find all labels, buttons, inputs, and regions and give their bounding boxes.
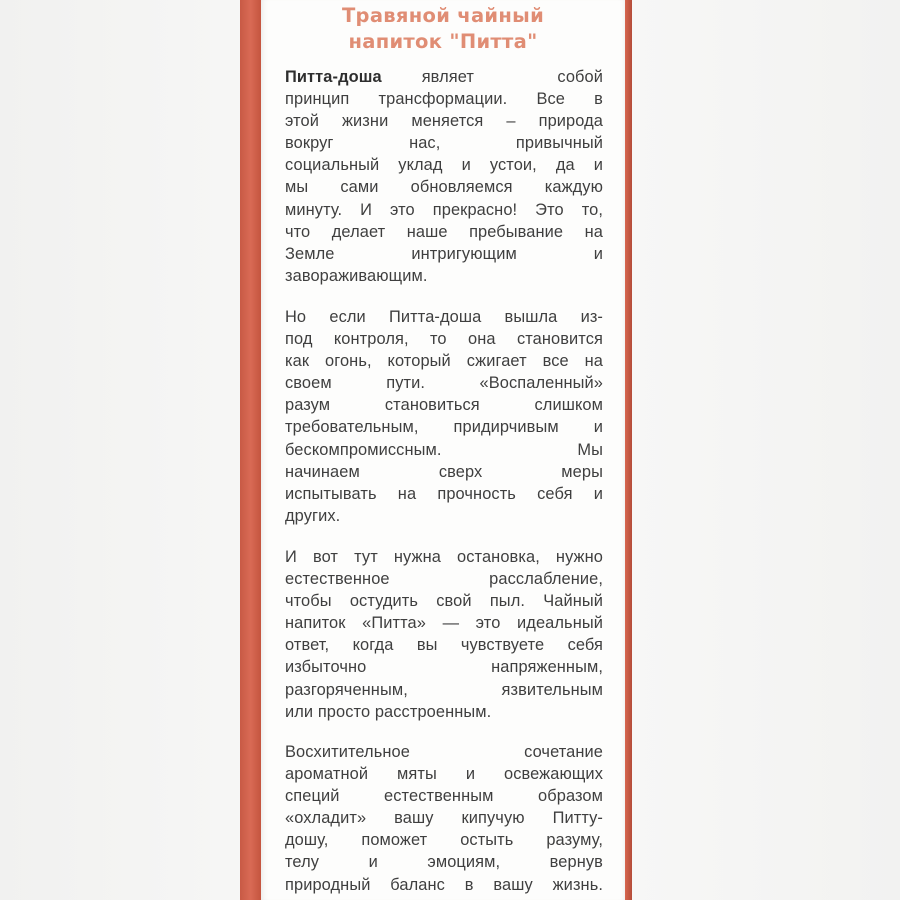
box-right-edge — [625, 0, 632, 900]
text-line: других. — [285, 506, 341, 525]
product-title — [261, 3, 625, 55]
text-line: Восхитительное сочетание — [285, 743, 603, 761]
text-line: ароматной мяты и освежающих — [285, 765, 603, 784]
text-line: телу и эмоциям, вернув — [285, 853, 603, 872]
text-line: разум становиться слишком — [285, 396, 603, 415]
paragraph-4 — [285, 741, 603, 896]
text-line: вокруг нас, привычный — [285, 134, 603, 153]
text-line: завораживающим. — [285, 266, 428, 285]
text-line: «охладит» вашу кипучую Питту- — [285, 809, 603, 828]
text-line: или просто расстроенным. — [285, 702, 492, 721]
text-line: минуту. И это прекрасно! Это то, — [285, 200, 603, 219]
text-line: И вот тут нужна остановка, нужно — [285, 548, 603, 566]
title-line-2: напиток "Питта" — [348, 30, 538, 53]
text-line: принцип трансформации. Все в — [285, 90, 603, 109]
text-line: своем пути. «Воспаленный» — [285, 374, 603, 393]
text-line: природный баланс в вашу жизнь. — [285, 875, 603, 894]
bold-lead: Питта-доша — [285, 68, 382, 86]
text-line: дошу, поможет остыть разуму, — [285, 831, 603, 850]
text-line: Земле интригующим и — [285, 244, 603, 263]
text-line: бескомпромиссным. Мы — [285, 440, 603, 459]
text-line: избыточно напряженным, — [285, 658, 603, 677]
text-line: напиток «Питта» — это идеальный — [285, 614, 603, 633]
text-line: этой жизни меняется – природа — [285, 112, 603, 131]
paragraph-2 — [285, 306, 603, 527]
text-line: под контроля, то она становится — [285, 330, 603, 349]
text-line: начинаем сверх меры — [285, 462, 603, 481]
text-line: испытывать на прочность себя и — [285, 484, 603, 503]
text-line: как огонь, который сжигает все на — [285, 352, 603, 371]
text-line: специй естественным образом — [285, 787, 603, 806]
text-line-content: являет собой — [421, 68, 603, 86]
text-line: социальный уклад и устои, да и — [285, 156, 603, 175]
text-line — [285, 66, 603, 88]
title-line-1: Травяной чайный — [341, 4, 545, 27]
text-line: что делает наше пребывание на — [285, 222, 603, 241]
text-line: ответ, когда вы чувствуете себя — [285, 636, 603, 655]
paragraph-3 — [285, 546, 603, 723]
text-line: естественное расслабление, — [285, 570, 603, 589]
text-line: чтобы остудить свой пыл. Чайный — [285, 592, 603, 611]
box-side-panel — [261, 0, 625, 900]
box-left-edge — [240, 0, 261, 900]
text-line: мы сами обновляемся каждую — [285, 178, 603, 197]
text-line: требовательным, придирчивым и — [285, 418, 603, 437]
text-line: разгоряченным, язвительным — [285, 680, 603, 699]
paragraph-1 — [285, 66, 603, 287]
text-line: Но если Питта-доша вышла из- — [285, 308, 603, 326]
